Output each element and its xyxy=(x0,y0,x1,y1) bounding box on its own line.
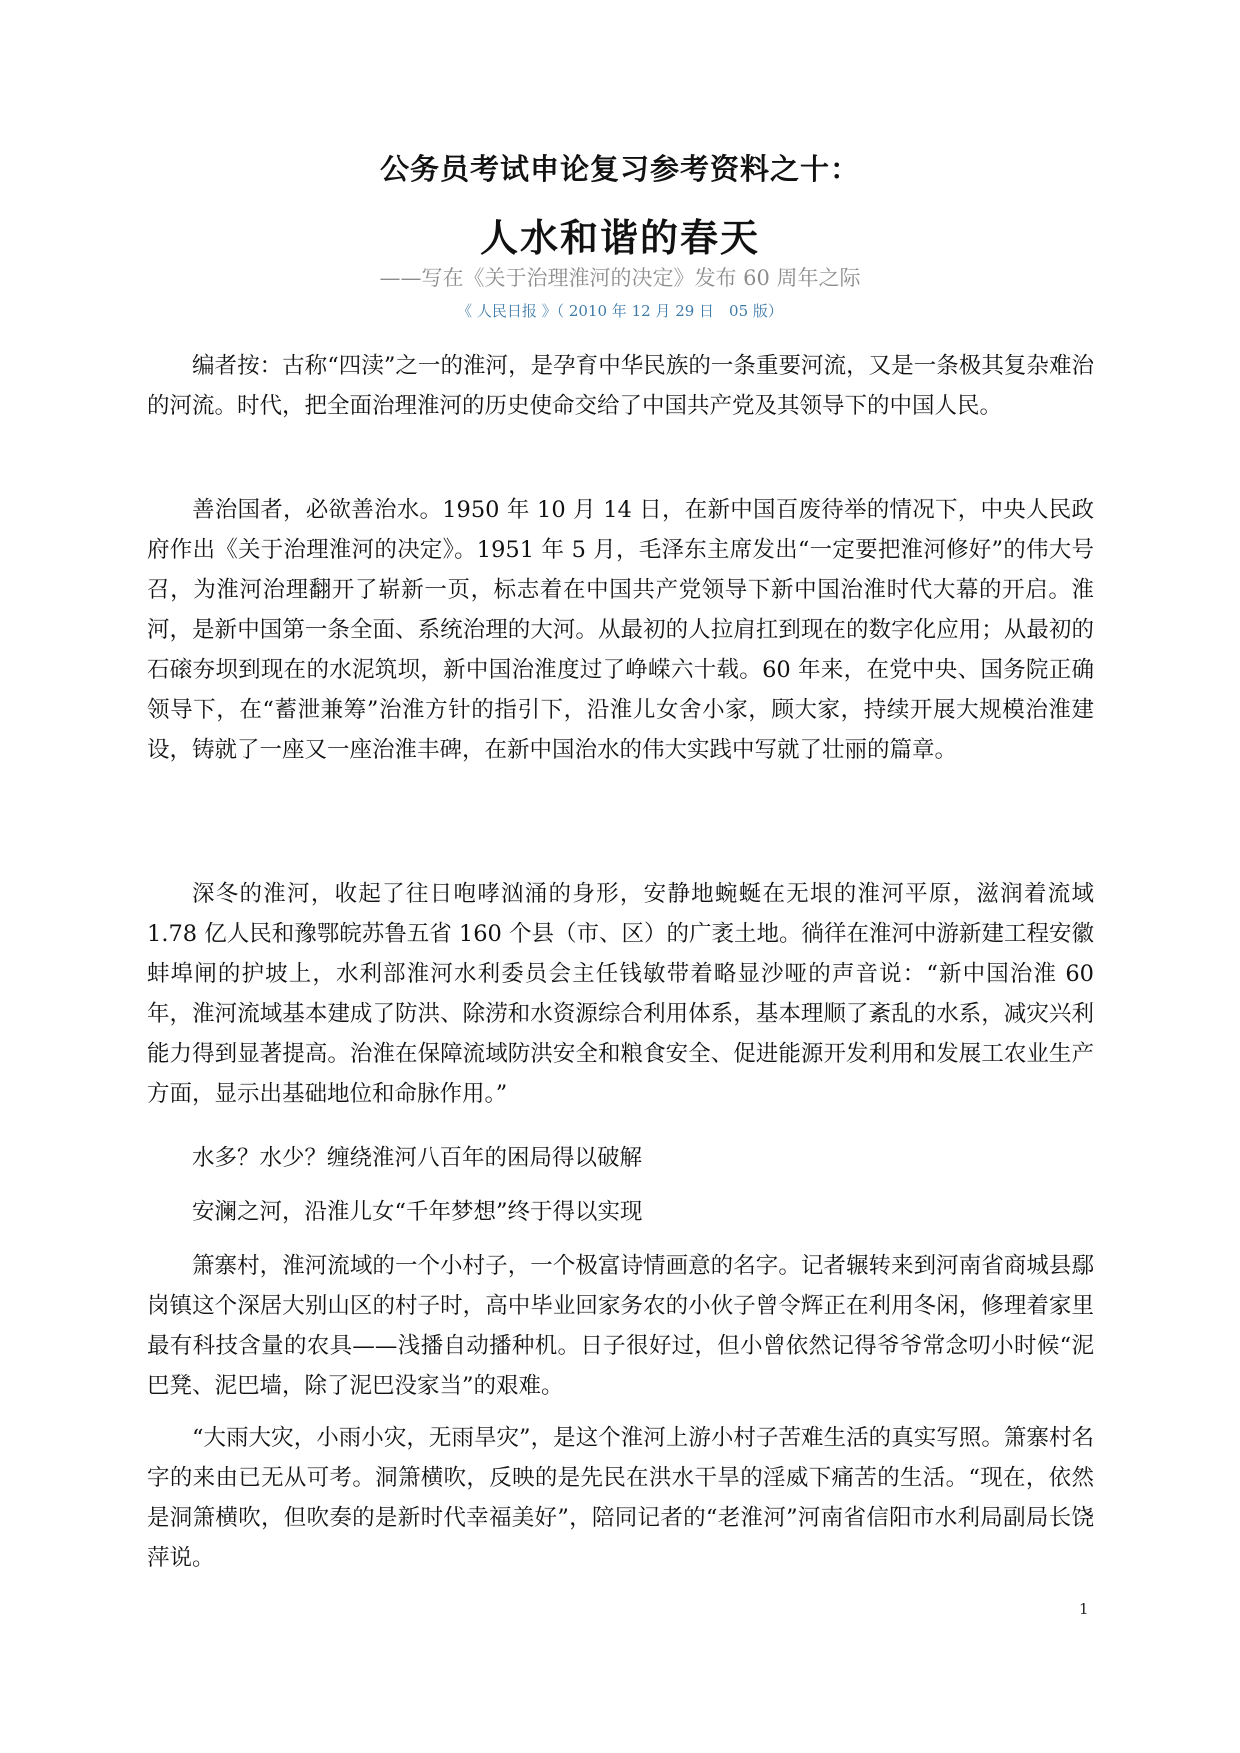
section-heading: 水多？水少？缠绕淮河八百年的困局得以破解 xyxy=(192,1145,643,1171)
source-line: 《 人民日报 》（ 2010 年 12 月 29 日 05 版） xyxy=(457,302,783,320)
subtitle: ——写在《关于治理淮河的决定》发布 60 周年之际 xyxy=(379,266,861,290)
body-paragraph: 箫寨村，淮河流域的一个小村子，一个极富诗情画意的名字。记者辗转来到河南省商城县鄢岗镇这个深居大别山区的村子时，高中毕业回家务农的小伙子曾令辉正在利用冬闲，修理着家里最有科技含量的农具——浅播自动播种机。日子很好过，但小曾依然记得爷爷常念叨小时候“泥巴凳、泥巴墙，除了泥巴没家当”的艰难。 xyxy=(147,1253,1094,1399)
editor-note-paragraph: 编者按：古称“四渎”之一的淮河，是孕育中华民族的一条重要河流，又是一条极其复杂难治的河流。时代，把全面治理淮河的历史使命交给了中国共产党及其领导下的中国人民。 xyxy=(147,353,1094,419)
section-heading: 安澜之河，沿淮儿女“千年梦想”终于得以实现 xyxy=(192,1199,643,1225)
main-title: 人水和谐的春天 xyxy=(479,216,760,260)
body-paragraph: 深冬的淮河，收起了往日咆哮汹涌的身形，安静地蜿蜒在无垠的淮河平原，滋润着流域 1.78 亿人民和豫鄂皖苏鲁五省 160 个县（市、区）的广袤土地。徜徉在淮河中游新建工程安徽蚌埠闸的护坡上，水利部淮河水利委员会主任钱敏带着略显沙哑的声音说：“新中国治淮 60 年，淮河流域基本建成了防洪、除涝和水资源综合利用体系，基本理顺了紊乱的水系，减灾兴利能力得到显著提高。治淮在保障流域防洪安全和粮食安全、促进能源开发利用和发展工农业生产方面，显示出基础地位和命脉作用。” xyxy=(147,881,1095,1107)
body-paragraph: “大雨大灾，小雨小灾，无雨旱灾”，是这个淮河上游小村子苦难生活的真实写照。箫寨村名字的来由已无从可考。洞箫横吹，反映的是先民在洪水干旱的淫威下痛苦的生活。“现在，依然是洞箫横吹，但吹奏的是新时代幸福美好”，陪同记者的“老淮河”河南省信阳市水利局副局长饶萍说。 xyxy=(147,1425,1094,1571)
series-title: 公务员考试申论复习参考资料之十： xyxy=(379,152,860,186)
body-paragraph: 善治国者，必欲善治水。1950 年 10 月 14 日，在新中国百废待举的情况下，中央人民政府作出《关于治理淮河的决定》。1951 年 5 月，毛泽东主席发出“一定要把淮河修好”的伟大号召，为淮河治理翻开了崭新一页，标志着在中国共产党领导下新中国治淮时代大幕的开启。淮河，是新中国第一条全面、系统治理的大河。从最初的人拉肩扛到现在的数字化应用；从最初的石磙夯坝到现在的水泥筑坝，新中国治淮度过了峥嵘六十载。60 年来，在党中央、国务院正确领导下，在“蓄泄兼筹”治淮方针的指引下，沿淮儿女舍小家，顾大家，持续开展大规模治淮建设，铸就了一座又一座治淮丰碑，在新中国治水的伟大实践中写就了壮丽的篇章。 xyxy=(147,497,1094,763)
page-number: 1 xyxy=(1079,1600,1089,1618)
